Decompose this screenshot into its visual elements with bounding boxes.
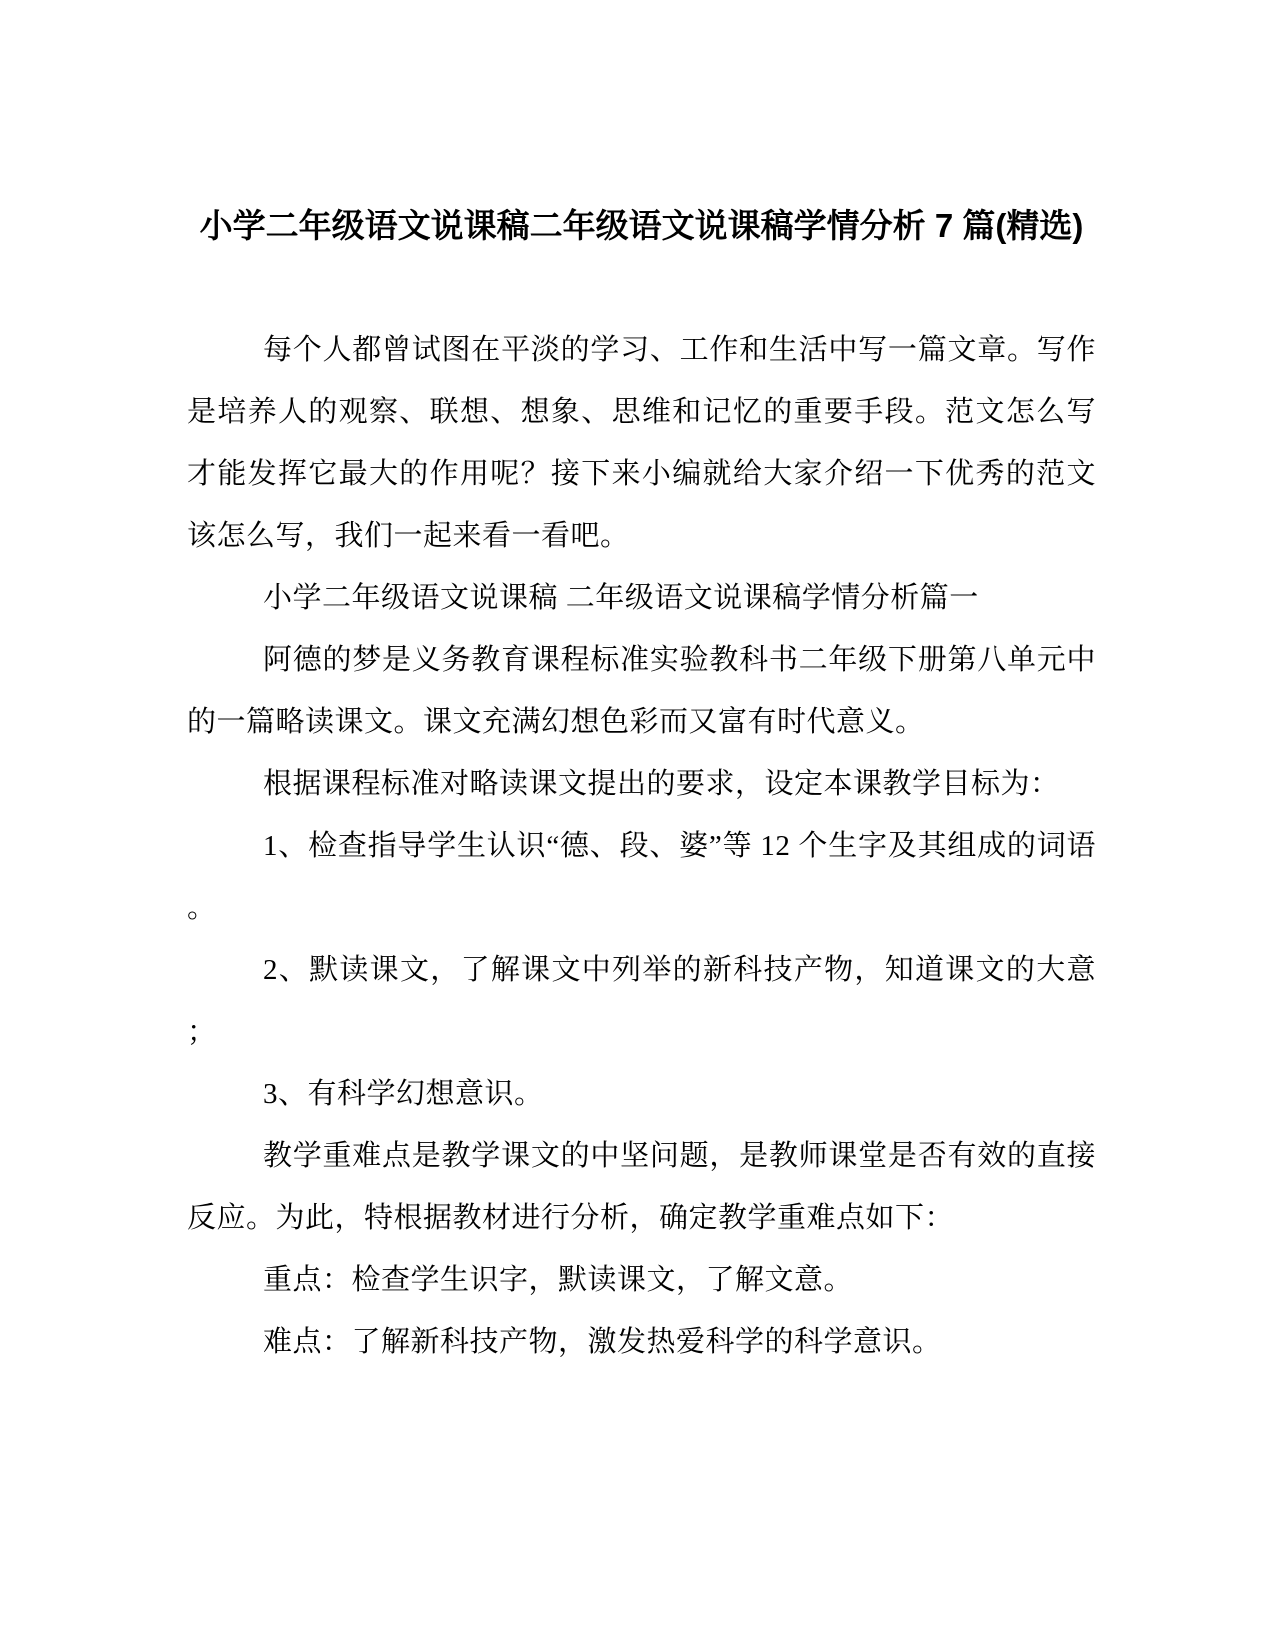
- document-body: [187, 319, 1096, 1373]
- text-line: 难点：了解新科技产物，激发热爱科学的科学意识。: [263, 1326, 942, 1358]
- text-line: 阿德的梦是义务教育课程标准实验教科书二年级下册第八单元中: [263, 644, 1096, 676]
- text-line: 小学二年级语文说课稿 二年级语文说课稿学情分析篇一: [263, 582, 979, 614]
- text-line: 反应。为此，特根据教材进行分析，确定教学重难点如下：: [187, 1202, 955, 1234]
- text-line: 是培养人的观察、联想、想象、思维和记忆的重要手段。范文怎么写: [187, 396, 1096, 428]
- text-line: 教学重难点是教学课文的中坚问题，是教师课堂是否有效的直接: [263, 1140, 1096, 1172]
- text-line: 2、默读课文，了解课文中列举的新科技产物，知道课文的大意: [263, 954, 1096, 986]
- text-line: 3、有科学幻想意识。: [263, 1078, 544, 1110]
- text-line: 。: [187, 892, 217, 924]
- text-line: 重点：检查学生识字，默读课文，了解文意。: [263, 1264, 854, 1296]
- text-line: 该怎么写，我们一起来看一看吧。: [187, 520, 630, 552]
- document-title: 小学二年级语文说课稿二年级语文说课稿学情分析 7 篇(精选): [199, 207, 1084, 244]
- text-line: 根据课程标准对略读课文提出的要求，设定本课教学目标为：: [263, 768, 1060, 800]
- text-line: ；: [187, 1016, 217, 1048]
- text-line: 才能发挥它最大的作用呢？接下来小编就给大家介绍一下优秀的范文: [187, 458, 1096, 490]
- text-line: 1、检查指导学生认识“德、段、婆”等 12 个生字及其组成的词语: [263, 830, 1096, 862]
- text-line: 的一篇略读课文。课文充满幻想色彩而又富有时代意义。: [187, 706, 925, 738]
- text-line: 每个人都曾试图在平淡的学习、工作和生活中写一篇文章。写作: [263, 334, 1096, 366]
